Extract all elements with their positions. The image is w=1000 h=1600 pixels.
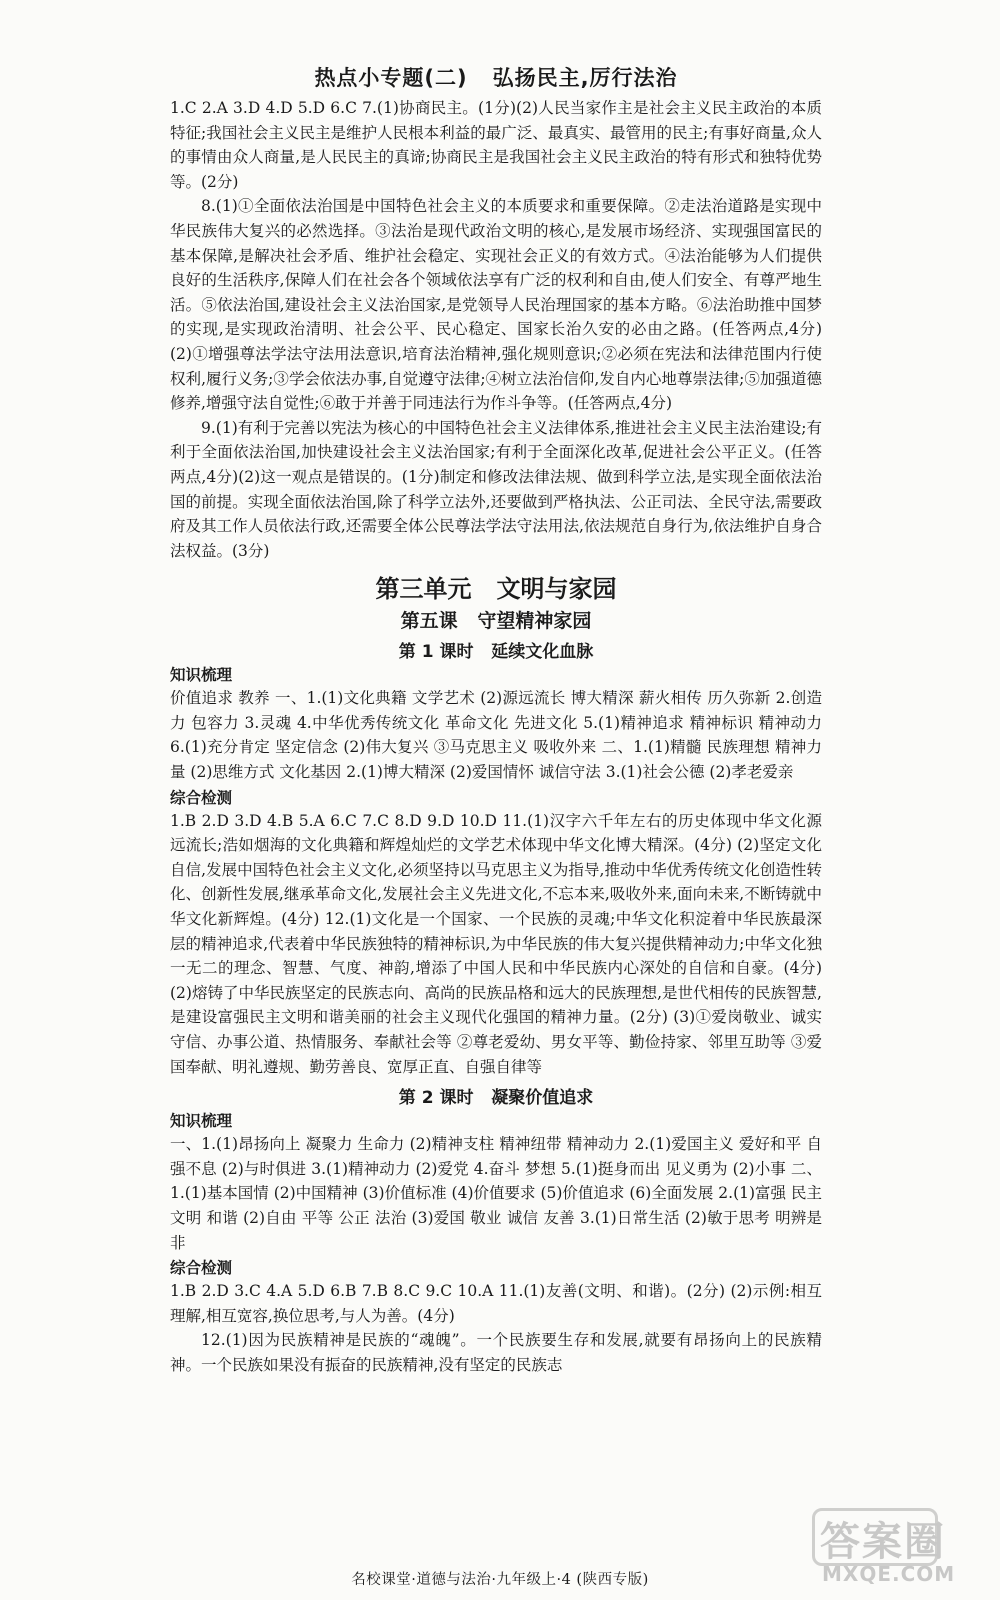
period-2-knowledge: 一、1.(1)昂扬向上 凝聚力 生命力 (2)精神支柱 精神纽带 精神动力 2.(1)爱国主义 爱好和平 自强不息 (2)与时俱进 3.(1)精神动力 (2)爱党 4.奋斗 梦想 5.(1)挺身而出 见义勇为 (2)小事 二、1.(1)基本国情 (2)中国精神 (3)价值标准 (4)价值要求 (5)价值追求 (6)全面发展 2.(1)富强 民主 文明 和谐 (2)自由 平等 公正 法治 (3)爱国 敬业 诚信 友善 3.(1)日常生活 (2)敏于思考 明辨是非: [170, 1135, 822, 1252]
unit-title: 第三单元 文明与家园: [375, 575, 617, 604]
topic-answers-1-7: 1.C 2.A 3.D 4.D 5.D 6.C 7.(1)协商民主。(1分)(2)人民当家作主是社会主义民主政治的本质特征;我国社会主义民主是维护人民根本利益的最广泛、最真实、最管用的民主;有事好商量,众人的事情由众人商量,是人民民主的真谛;协商民主是我国社会主义民主政治的特有形式和独特优势等。(2分): [170, 99, 822, 191]
period-2-title: 第 2 课时 凝聚价值追求: [398, 1088, 594, 1109]
watermark-logo: [812, 1508, 988, 1590]
topic-answer-9: 9.(1)有利于完善以宪法为核心的中国特色社会主义法律体系,推进社会主义民主法治建设;有利于全面依法治国,加快建设社会主义法治国家;有利于全面深化改革,促进社会公平正义。(任答两点,4分)(2)这一观点是错误的。(1分)制定和修改法律法规、做到科学立法,是实现全面依法治国的前提。实现全面依法治国,除了科学立法外,还要做到严格执法、公正司法、全民守法,需要政府及其工作人员依法行政,还需要全体公民尊法学法守法用法,依法规范自身行为,依法维护自身合法权益。(3分): [170, 418, 822, 560]
period-1-title: 第 1 课时 延续文化血脉: [398, 642, 594, 663]
period-2-answer-12: 12.(1)因为民族精神是民族的“魂魄”。一个民族要生存和发展,就要有昂扬向上的民族精神。一个民族如果没有振奋的民族精神,没有坚定的民族志: [170, 1331, 822, 1374]
topic-title: 热点小专题(二) 弘扬民主,厉行法治: [314, 66, 678, 90]
period-1-knowledge: 价值追求 教养 一、1.(1)文化典籍 文学艺术 (2)源远流长 博大精深 薪火相传 历久弥新 2.创造力 包容力 3.灵魂 4.中华优秀传统文化 革命文化 先进文化 5.(1)精神追求 精神标识 精神动力 6.(1)充分肯定 坚定信念 (2)伟大复兴 ③马克思主义 吸收外来 二、1.(1)精髓 民族理想 精神力量 (2)思维方式 文化基因 2.(1)博大精深 (2)爱国情怀 诚信守法 3.(1)社会公德 (2)孝老爱亲: [170, 689, 822, 782]
topic-answer-8: 8.(1)①全面依法治国是中国特色社会主义的本质要求和重要保障。②走法治道路是实现中华民族伟大复兴的必然选择。③法治是现代政治文明的核心,是发展市场经济、实现强国富民的基本保障,是解决社会矛盾、维护社会稳定、实现社会正义的有效方式。④法治能够为人们提供良好的生活秩序,保障人们在社会各个领域依法享有广泛的权利和自由,使人们安全、有尊严地生活。⑤依法治国,建设社会主义法治国家,是党领导人民治理国家的基本方略。⑥法治助推中国梦的实现,是实现政治清明、社会公平、民心稳定、国家长治久安的必由之路。(任答两点,4分)(2)①增强尊法学法守法用法意识,培育法治精神,强化规则意识;②必须在宪法和法律范围内行使权利,履行义务;③学会依法办事,自觉遵守法律;④树立法治信仰,发自内心地尊崇法律;⑤加强道德修养,增强守法自觉性;⑥敢于并善于同违法行为作斗争等。(任答两点,4分): [170, 197, 822, 413]
period-1-test-heading: 综合检测: [170, 788, 233, 807]
period-1-knowledge-heading: 知识梳理: [170, 666, 233, 685]
period-2-test-heading: 综合检测: [170, 1259, 233, 1278]
period-1-test-answers: 1.B 2.D 3.D 4.B 5.A 6.C 7.C 8.D 9.D 10.D 11.(1)汉字六千年左右的历史体现中华文化源远流长;浩如烟海的文化典籍和辉煌灿烂的文学艺术体现中华文化博大精深。(4分) (2)坚定文化自信,发展中国特色社会主义文化,必须坚持以马克思主义为指导,推动中华优秀传统文化创造性转化、创新性发展,继承革命文化,发展社会主义先进文化,不忘本来,吸收外来,面向未来,不断铸就中华文化新辉煌。(4分) 12.(1)文化是一个国家、一个民族的灵魂;中华文化积淀着中华民族最深层的精神追求,代表着中华民族独特的精神标识,为中华民族的伟大复兴提供精神动力;中华文化独一无二的理念、智慧、气度、神韵,增添了中国人民和中华民族内心深处的自信和自豪。(4分) (2)熔铸了中华民族坚定的民族志向、高尚的民族品格和远大的民族理想,是世代相传的民族智慧,是建设富强民主文明和谐美丽的社会主义现代化强国的精神力量。(2分) (3)①爱岗敬业、诚实守信、办事公道、热情服务、奉献社会等 ②尊老爱幼、男女平等、勤俭持家、邻里互助等 ③爱国奉献、明礼遵规、勤劳善良、宽厚正直、自强自律等: [170, 811, 822, 1076]
page-content: [170, 62, 822, 1378]
watermark-text: 答案圈: [820, 1519, 946, 1565]
period-2-knowledge-heading: 知识梳理: [170, 1112, 233, 1131]
lesson-title: 第五课 守望精神家园: [400, 610, 592, 633]
period-2-test-answers: 1.B 2.D 3.C 4.A 5.D 6.B 7.B 8.C 9.C 10.A 11.(1)友善(文明、和谐)。(2分) (2)示例:相互理解,相互宽容,换位思考,与人为善。(4分): [170, 1282, 822, 1325]
page-footer: 名校课堂·道德与法治·九年级上·4 (陕西专版): [351, 1572, 649, 1588]
watermark-url: MXQE.COM: [822, 1562, 956, 1586]
